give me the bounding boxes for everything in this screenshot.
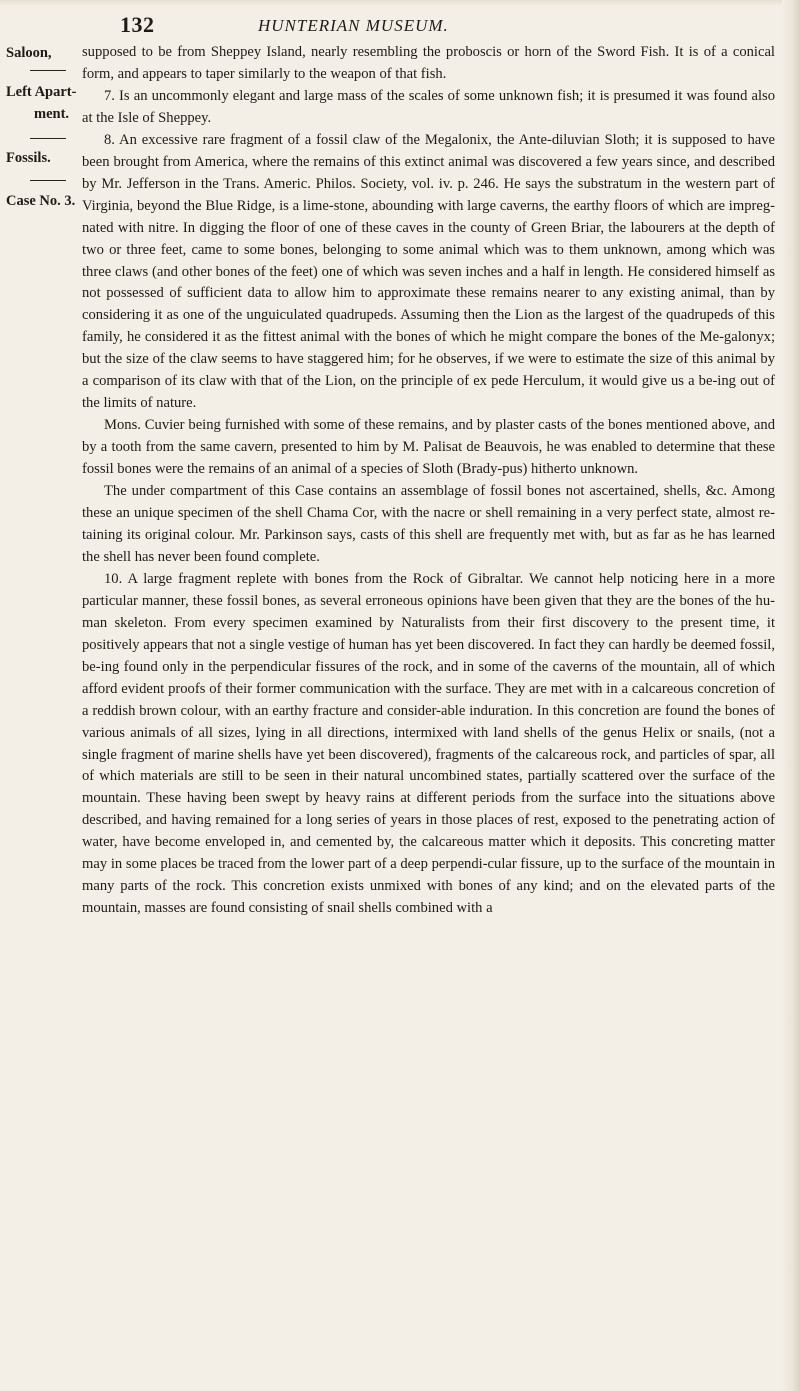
margin-note-saloon: Saloon, (6, 45, 52, 61)
body-text (82, 42, 775, 920)
margin-note-fossils: Fossils. (6, 150, 51, 166)
paragraph-5: The under compartment of this Case contains an assemblage of fossil bones not ascertained, shells, &c. Among these an unique specimen of the shell Chama Cor, with the nacre or shell remaining in a very perfect state, almost re-taining its original colour. Mr. Parkinson says, casts of this shell are frequently met with, but as far as he has learned the shell has never been found complete. (82, 483, 775, 565)
page-shadow (0, 0, 800, 6)
paragraph-2: 7. Is an uncommonly elegant and large mass of the scales of some unknown fish; it is presumed it was found also at the Isle of Sheppey. (82, 87, 775, 126)
paragraph-6: 10. A large fragment replete with bones from the Rock of Gibraltar. We cannot help noticing here in a more particular manner, these fossil bones, as several erroneous opinions have been given that they are the bones of the hu-man skeleton. From every specimen examined by Naturalists from their first discovery to the present time, it positively appears that not a single vestige of human has yet been discovered. In fact they can hardly be deemed fossil, be-ing found only in the perpendicular fissures of the rock, and in some of the caverns of the mountain, all of which afford evident proofs of their former communication with the surface. They are met with in a calcareous concretion of a reddish brown colour, with an earthy fracture and consider-able induration. In this concretion are found the bones of various animals of all sizes, lying in all directions, intermixed with land shells of the genus Helix or snails, (not a single fragment of marine shells have yet been discovered), fragments of the calcareous rock, and particles of spar, all of which materials are still to be seen in their natural uncombined states, partially scattered over the surface of the mountain. These having been swept by heavy rains at different periods from the surface into the situations above described, and having remained for a long series of years in those places of rest, exposed to the penetrating action of water, have become enveloped in, and cemented by, the calcareous matter which it deposits. This concreting matter may in some places be traced from the lower part of a deep perpendi-cular fissure, up to the surface of the mountain in many parts of the rock. This concretion exists unmixed with bones of any kind; and on the elevated parts of the mountain, masses are found consisting of snail shells combined with a (82, 570, 775, 917)
margin-note-left-apart: Left Apart- (6, 84, 77, 100)
margin-rule (30, 180, 66, 181)
margin-note-ment: ment. (34, 106, 70, 122)
page-edge (782, 0, 800, 1391)
paragraph-4: Mons. Cuvier being furnished with some of these remains, and by plaster casts of the bones mentioned above, and by a tooth from the same cavern, presented to him by M. Palisat de Beauvois, he was enabled to determine that these fossil bones were the remains of an animal of a species of Sloth (Brady-pus) hitherto unknown. (82, 417, 775, 478)
paragraph-1: supposed to be from Sheppey Island, nearly resembling the proboscis or horn of the Sword Fish. It is of a conical form, and appears to taper similarly to the weapon of that fish. (82, 44, 775, 82)
page-number: 132 (120, 12, 155, 37)
running-head: HUNTERIAN MUSEUM. (258, 16, 449, 35)
paragraph-3: 8. An excessive rare fragment of a fossil claw of the Megalonix, the Ante-diluvian Sloth; it is supposed to have been brought from America, where the remains of this extinct animal was discovered a few years since, and described by Mr. Jefferson in the Trans. Americ. Philos. Society, vol. iv. p. 246. He says the substratum in the western part of Virginia, beyond the Blue Ridge, is a lime-stone, abounding with large caverns, the earthy floors of which are impreg-nated with nitre. In digging the floor of one of these caves in the county of Green Briar, the labourers at the depth of two or three feet, came to some bones, belonging to some animal which was to them unknown, among which was three claws (and other bones of the feet) one of which was seven inches and a half in length. He considered himself as not possessed of sufficient data to allow him to approximate these remains nearer to any existing animal, than by considering it as one of the unguiculated quadrupeds. Assuming then the Lion as the largest of the quadrupeds of this family, he considered it as the fittest animal with the bones of which he might compare the bones of the Me-galonyx; but the size of the claw seems to have staggered him; for he observes, if we were to estimate the size of this animal by a comparison of its claw with that of the Lion, on the principle of ex pede Herculum, it would give us a be-ing out of the limits of nature. (82, 131, 775, 412)
margin-rule (30, 70, 66, 71)
margin-note-case: Case No. 3. (6, 193, 76, 209)
margin-rule (30, 138, 66, 139)
margin-notes (0, 0, 86, 1391)
